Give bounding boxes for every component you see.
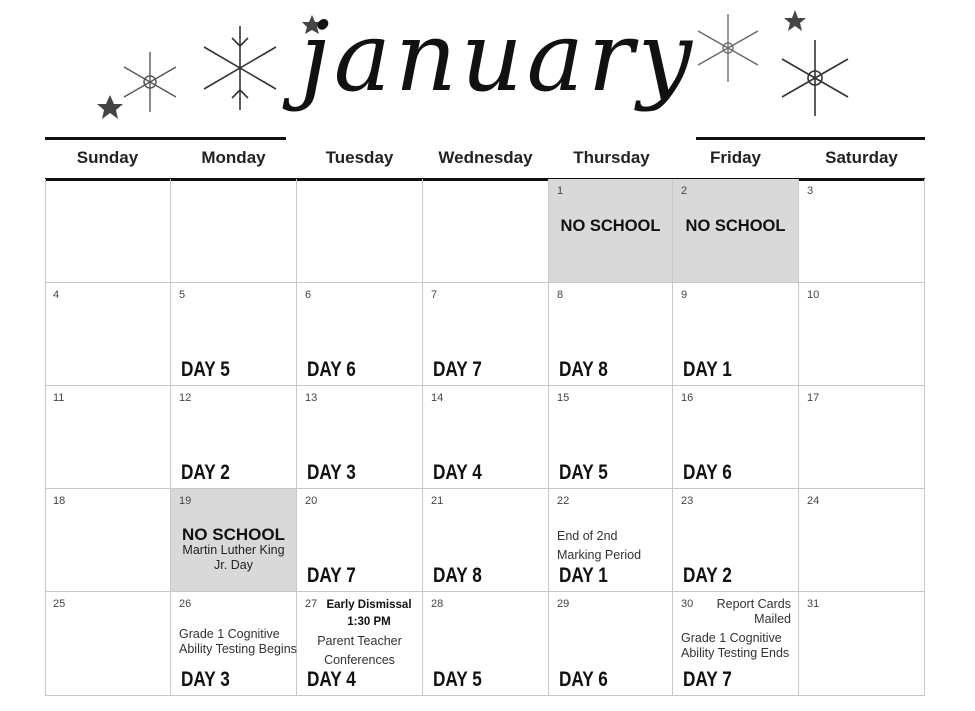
rotation-day: DAY 5 bbox=[559, 461, 608, 484]
day-cell bbox=[297, 489, 423, 592]
day-cell bbox=[799, 283, 925, 386]
rotation-day: DAY 5 bbox=[433, 668, 482, 691]
weekday-sunday: Sunday bbox=[76, 148, 139, 167]
holiday-name: Martin Luther King Jr. Day bbox=[182, 543, 285, 572]
event-note: End of 2nd Marking Period bbox=[557, 529, 642, 562]
date-number: 14 bbox=[431, 392, 444, 404]
rotation-day: DAY 7 bbox=[433, 358, 482, 381]
day-cell bbox=[673, 283, 799, 386]
conference-note: Parent Teacher Conferences bbox=[317, 634, 402, 667]
day-cell bbox=[673, 489, 799, 592]
day-cell bbox=[799, 386, 925, 489]
snowflake-icon bbox=[124, 52, 176, 112]
rotation-day: DAY 6 bbox=[683, 461, 732, 484]
day-cell bbox=[799, 489, 925, 592]
day-cell bbox=[297, 283, 423, 386]
day-cell bbox=[799, 592, 925, 696]
day-cell bbox=[171, 179, 297, 283]
header-rule-left bbox=[45, 137, 286, 140]
rotation-day: DAY 8 bbox=[433, 564, 482, 587]
date-number: 10 bbox=[807, 289, 820, 301]
rotation-day: DAY 6 bbox=[559, 668, 608, 691]
event-note: Grade 1 Cognitive Ability Testing Ends bbox=[681, 631, 790, 660]
date-number: 11 bbox=[53, 392, 65, 404]
day-cell bbox=[673, 386, 799, 489]
date-number: 2 bbox=[681, 185, 688, 197]
date-number: 29 bbox=[557, 598, 570, 610]
day-cell bbox=[673, 592, 799, 696]
day-cell bbox=[171, 386, 297, 489]
date-number: 31 bbox=[807, 598, 820, 610]
date-number: 16 bbox=[681, 392, 694, 404]
rotation-day: DAY 4 bbox=[433, 461, 482, 484]
rotation-day: DAY 8 bbox=[559, 358, 608, 381]
date-number: 28 bbox=[431, 598, 444, 610]
day-cell bbox=[423, 386, 549, 489]
rotation-day: DAY 2 bbox=[683, 564, 732, 587]
date-number: 26 bbox=[179, 598, 192, 610]
date-number: 21 bbox=[431, 495, 444, 507]
weekday-friday: Friday bbox=[709, 148, 762, 167]
date-number: 3 bbox=[807, 185, 814, 197]
day-cell bbox=[171, 592, 297, 696]
day-cell bbox=[45, 592, 171, 696]
date-number: 12 bbox=[179, 392, 192, 404]
header-rule-right bbox=[696, 137, 925, 140]
day-cell bbox=[171, 283, 297, 386]
date-number: 25 bbox=[53, 598, 66, 610]
date-number: 8 bbox=[557, 289, 564, 301]
date-number: 4 bbox=[53, 289, 60, 301]
date-number: 18 bbox=[53, 495, 66, 507]
rotation-day: DAY 4 bbox=[307, 668, 356, 691]
rotation-day: DAY 1 bbox=[683, 358, 732, 381]
rotation-day: DAY 6 bbox=[307, 358, 356, 381]
day-cell bbox=[549, 179, 673, 283]
date-number: 20 bbox=[305, 495, 318, 507]
rotation-day: DAY 2 bbox=[181, 461, 230, 484]
date-number: 9 bbox=[681, 289, 688, 301]
month-title: january bbox=[300, 1, 697, 113]
weekday-monday: Monday bbox=[201, 148, 266, 167]
date-number: 13 bbox=[305, 392, 318, 404]
snowflake-icon bbox=[782, 40, 848, 116]
day-cell bbox=[297, 179, 423, 283]
event-note: Grade 1 Cognitive Ability Testing Begins bbox=[179, 627, 297, 656]
no-school-label: NO SCHOOL bbox=[182, 525, 285, 544]
date-number: 17 bbox=[807, 392, 820, 404]
day-cell bbox=[45, 386, 171, 489]
calendar-grid bbox=[45, 179, 925, 696]
day-cell bbox=[45, 179, 171, 283]
day-cell bbox=[549, 592, 673, 696]
day-cell bbox=[297, 386, 423, 489]
day-cell bbox=[799, 179, 925, 283]
day-cell bbox=[171, 489, 297, 592]
date-number: 27 bbox=[305, 598, 318, 610]
date-number: 24 bbox=[807, 495, 820, 507]
report-cards-note: Report Cards Mailed bbox=[716, 597, 791, 626]
day-cell bbox=[423, 283, 549, 386]
day-cell bbox=[423, 489, 549, 592]
date-number: 5 bbox=[179, 289, 186, 301]
weekday-thursday: Thursday bbox=[573, 148, 650, 167]
date-number: 30 bbox=[681, 598, 694, 610]
no-school-label: NO SCHOOL bbox=[560, 217, 661, 235]
day-cell bbox=[673, 179, 799, 283]
rotation-day: DAY 5 bbox=[181, 358, 230, 381]
date-number: 1 bbox=[557, 185, 564, 197]
day-cell bbox=[423, 179, 549, 283]
rotation-day: DAY 7 bbox=[307, 564, 356, 587]
day-cell bbox=[549, 283, 673, 386]
day-cell bbox=[549, 489, 673, 592]
rotation-day: DAY 3 bbox=[181, 668, 230, 691]
date-number: 23 bbox=[681, 495, 694, 507]
date-number: 22 bbox=[557, 495, 570, 507]
date-number: 6 bbox=[305, 289, 312, 301]
rotation-day: DAY 3 bbox=[307, 461, 356, 484]
weekday-tuesday: Tuesday bbox=[325, 148, 394, 167]
day-cell bbox=[45, 489, 171, 592]
date-number: 19 bbox=[179, 495, 192, 507]
weekday-wednesday: Wednesday bbox=[438, 148, 533, 167]
day-cell bbox=[423, 592, 549, 696]
snowflake-icon bbox=[698, 14, 758, 82]
day-cell bbox=[549, 386, 673, 489]
day-cell bbox=[45, 283, 171, 386]
weekday-saturday: Saturday bbox=[825, 148, 898, 167]
date-number: 7 bbox=[431, 289, 438, 301]
early-dismissal-note: Early Dismissal 1:30 PM bbox=[326, 599, 412, 628]
snowflake-icon bbox=[204, 26, 276, 110]
date-number: 15 bbox=[557, 392, 570, 404]
day-cell bbox=[297, 592, 423, 696]
rotation-day: DAY 7 bbox=[683, 668, 732, 691]
rotation-day: DAY 1 bbox=[559, 564, 608, 587]
no-school-label: NO SCHOOL bbox=[685, 217, 786, 235]
